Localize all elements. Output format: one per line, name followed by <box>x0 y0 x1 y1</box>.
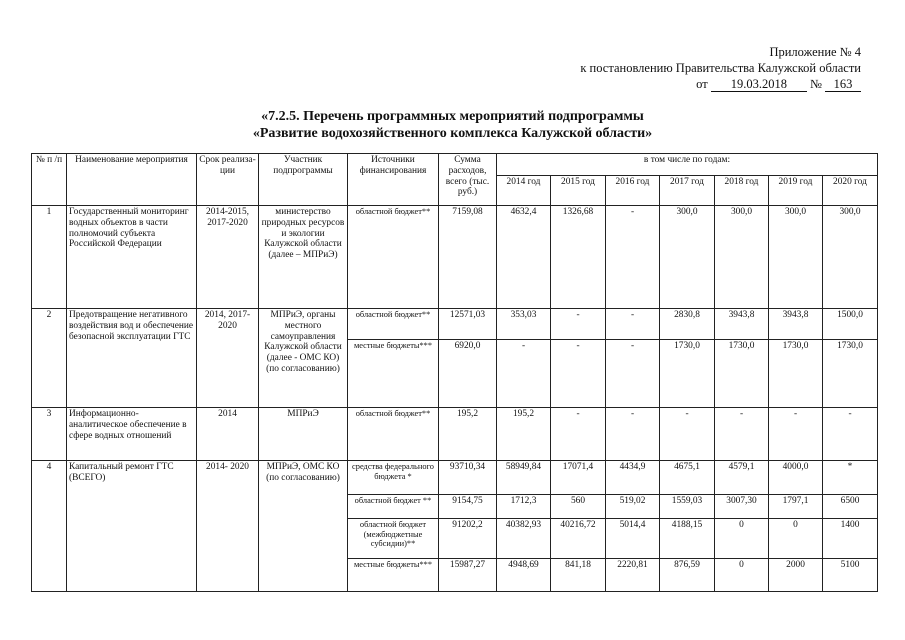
cell-sum: 195,2 <box>439 408 497 461</box>
cell-year-value: 2000 <box>769 559 823 592</box>
appendix-line3 <box>580 76 861 92</box>
cell-year-value: 1730,0 <box>715 340 769 408</box>
cell-year-value: 0 <box>715 559 769 592</box>
header-year: 2018 год <box>715 176 769 206</box>
cell-year-value: - <box>606 408 660 461</box>
cell-year-value: 1730,0 <box>660 340 715 408</box>
cell-year-value: 6500 <box>823 495 878 519</box>
cell-year-value: 1400 <box>823 519 878 559</box>
cell-year-value: - <box>606 340 660 408</box>
cell-year-value: 4632,4 <box>497 206 551 309</box>
cell-year-value: 1730,0 <box>823 340 878 408</box>
header-year: 2015 год <box>551 176 606 206</box>
cell-term: 2014-2015, 2017-2020 <box>197 206 259 309</box>
header-num: № п /п <box>32 154 67 206</box>
header-sum: Сумма расходов, всего (тыс. руб.) <box>439 154 497 206</box>
cell-year-value: - <box>769 408 823 461</box>
cell-sum: 6920,0 <box>439 340 497 408</box>
appendix-line2: к постановлению Правительства Калужской области <box>580 61 861 75</box>
cell-year-value: 353,03 <box>497 309 551 340</box>
cell-year-value: 841,18 <box>551 559 606 592</box>
cell-year-value: 300,0 <box>823 206 878 309</box>
date-value: 19.03.2018 <box>711 78 807 92</box>
title-line2: «Развитие водохозяйственного комплекса Калужской области» <box>252 126 653 141</box>
title-line1: «7.2.5. Перечень программных мероприятий подпрограммы <box>261 109 644 124</box>
cell-year-value: 195,2 <box>497 408 551 461</box>
cell-year-value: 1712,3 <box>497 495 551 519</box>
cell-year-value: 876,59 <box>660 559 715 592</box>
cell-year-value: 1500,0 <box>823 309 878 340</box>
cell-participant: МПРиЭ, органы местного самоуправления Калужской области (далее - ОМС КО) (по согласованию) <box>259 309 348 408</box>
header-year: 2014 год <box>497 176 551 206</box>
table-row <box>32 206 878 309</box>
document-title <box>0 108 905 142</box>
cell-sum: 15987,27 <box>439 559 497 592</box>
cell-year-value: 40216,72 <box>551 519 606 559</box>
header-year: 2016 год <box>606 176 660 206</box>
cell-source: средства федерального бюджета * <box>348 461 439 495</box>
cell-year-value: 3007,30 <box>715 495 769 519</box>
cell-year-value: 4000,0 <box>769 461 823 495</box>
cell-year-value: 4579,1 <box>715 461 769 495</box>
table-row <box>32 461 878 495</box>
cell-source: областной бюджет** <box>348 408 439 461</box>
cell-name: Предотвращение негативного воздействия вод и обеспечение безопасной эксплуатации ГТС <box>67 309 197 408</box>
cell-num: 3 <box>32 408 67 461</box>
header-term: Срок реализа-ции <box>197 154 259 206</box>
cell-sum: 91202,2 <box>439 519 497 559</box>
cell-year-value: - <box>497 340 551 408</box>
cell-year-value: - <box>551 408 606 461</box>
cell-source: областной бюджет** <box>348 309 439 340</box>
cell-year-value: 4675,1 <box>660 461 715 495</box>
header-source: Источники финансирования <box>348 154 439 206</box>
cell-participant: министерство природных ресурсов и экологии Калужской области (далее – МПРиЭ) <box>259 206 348 309</box>
cell-participant: МПРиЭ <box>259 408 348 461</box>
cell-year-value: 3943,8 <box>769 309 823 340</box>
measures-table <box>31 153 878 592</box>
number-prefix: № <box>809 77 822 91</box>
cell-year-value: 560 <box>551 495 606 519</box>
header-name: Наименование мероприятия <box>67 154 197 206</box>
table-row <box>32 408 878 461</box>
cell-year-value: - <box>606 206 660 309</box>
header-row <box>32 154 878 176</box>
cell-year-value: 1326,68 <box>551 206 606 309</box>
cell-year-value: 0 <box>769 519 823 559</box>
cell-name: Информационно-аналитическое обеспечение в сфере водных отношений <box>67 408 197 461</box>
cell-year-value: - <box>715 408 769 461</box>
cell-term: 2014 <box>197 408 259 461</box>
cell-year-value: 300,0 <box>769 206 823 309</box>
header-year: 2017 год <box>660 176 715 206</box>
cell-num: 4 <box>32 461 67 592</box>
cell-year-value: 2220,81 <box>606 559 660 592</box>
cell-year-value: 1730,0 <box>769 340 823 408</box>
cell-source: областной бюджет ** <box>348 495 439 519</box>
cell-year-value: - <box>551 340 606 408</box>
cell-year-value: 1559,03 <box>660 495 715 519</box>
date-prefix: от <box>696 77 708 91</box>
cell-year-value: 3943,8 <box>715 309 769 340</box>
cell-sum: 93710,34 <box>439 461 497 495</box>
cell-year-value: 1797,1 <box>769 495 823 519</box>
cell-year-value: 4434,9 <box>606 461 660 495</box>
header-participant: Участник подпрограммы <box>259 154 348 206</box>
cell-year-value: 300,0 <box>715 206 769 309</box>
cell-num: 2 <box>32 309 67 408</box>
number-value: 163 <box>825 78 861 92</box>
cell-year-value: 58949,84 <box>497 461 551 495</box>
cell-year-value: 0 <box>715 519 769 559</box>
cell-term: 2014, 2017-2020 <box>197 309 259 408</box>
cell-year-value: - <box>660 408 715 461</box>
cell-source: областной бюджет (межбюджетные субсидии)** <box>348 519 439 559</box>
cell-year-value: 17071,4 <box>551 461 606 495</box>
cell-year-value: 4948,69 <box>497 559 551 592</box>
cell-sum: 9154,75 <box>439 495 497 519</box>
appendix-line1: Приложение № 4 <box>769 45 861 59</box>
cell-year-value: - <box>823 408 878 461</box>
cell-year-value: 5014,4 <box>606 519 660 559</box>
cell-source: местные бюджеты*** <box>348 559 439 592</box>
cell-participant: МПРиЭ, ОМС КО (по согласованию) <box>259 461 348 592</box>
cell-source: местные бюджеты*** <box>348 340 439 408</box>
table-row <box>32 309 878 340</box>
cell-year-value: 40382,93 <box>497 519 551 559</box>
cell-num: 1 <box>32 206 67 309</box>
cell-source: областной бюджет** <box>348 206 439 309</box>
cell-year-value: 5100 <box>823 559 878 592</box>
header-year: 2019 год <box>769 176 823 206</box>
cell-year-value: 2830,8 <box>660 309 715 340</box>
cell-sum: 12571,03 <box>439 309 497 340</box>
appendix-header <box>580 44 861 92</box>
cell-sum: 7159,08 <box>439 206 497 309</box>
cell-year-value: 519,02 <box>606 495 660 519</box>
cell-name: Государственный мониторинг водных объектов в части полномочий субъекта Российской Федерации <box>67 206 197 309</box>
cell-year-value: - <box>606 309 660 340</box>
header-by-years: в том числе по годам: <box>497 154 878 176</box>
cell-term: 2014- 2020 <box>197 461 259 592</box>
header-year: 2020 год <box>823 176 878 206</box>
cell-year-value: * <box>823 461 878 495</box>
cell-year-value: - <box>551 309 606 340</box>
cell-name: Капитальный ремонт ГТС (ВСЕГО) <box>67 461 197 592</box>
cell-year-value: 4188,15 <box>660 519 715 559</box>
cell-year-value: 300,0 <box>660 206 715 309</box>
